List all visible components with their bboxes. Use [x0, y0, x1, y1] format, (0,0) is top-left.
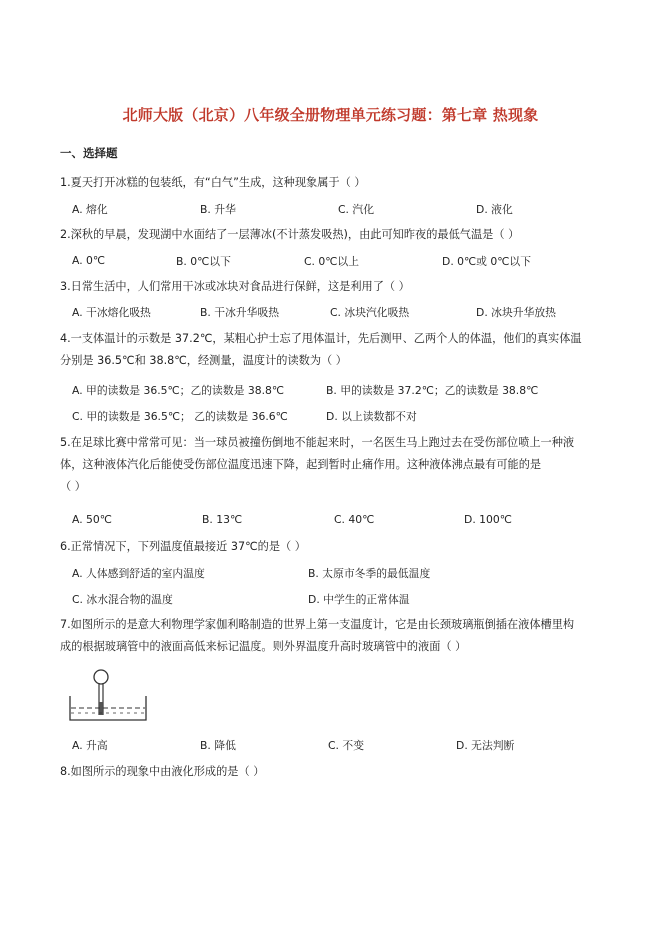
option-c: C. 冰水混合物的温度 [72, 593, 173, 606]
question-text: 5.在足球比赛中常常可见：当一球员被撞伤倒地不能起来时，一名医生马上跑过去在受伤部位喷上一种液 [60, 436, 575, 449]
option-a: A. 熔化 [72, 203, 108, 216]
question-1 [60, 172, 608, 194]
option-b: B. 13℃ [202, 513, 243, 526]
question-text: 分别是 36.5℃和 38.8℃，经测量，温度计的读数为（ ） [60, 354, 347, 367]
option-b: B. 0℃以下 [176, 255, 231, 268]
option-d: D. 0℃或 0℃以下 [442, 255, 531, 268]
question-4 [60, 328, 608, 372]
options-row [72, 383, 612, 401]
question-7 [60, 614, 608, 658]
options-row [72, 254, 612, 272]
question-text: 成的根据玻璃管中的液面高低来标记温度。则外界温度升高时玻璃管中的液面（ ） [60, 640, 467, 653]
question-text: 4.一支体温计的示数是 37.2℃，某粗心护士忘了甩体温计，先后测甲、乙两个人的体温，他们的真实体温 [60, 332, 582, 345]
option-c: C. 0℃以上 [304, 255, 359, 268]
question-3 [60, 276, 608, 298]
question-8 [60, 761, 608, 783]
option-a: A. 0℃ [72, 254, 106, 267]
galileo-thermometer-figure [68, 668, 150, 724]
question-text: 8.如图所示的现象中由液化形成的是（ ） [60, 765, 265, 778]
option-b: B. 降低 [200, 739, 236, 752]
option-a: A. 升高 [72, 739, 108, 752]
option-b: B. 太原市冬季的最低温度 [308, 567, 431, 580]
option-a: A. 50℃ [72, 513, 112, 526]
option-a: A. 甲的读数是 36.5℃；乙的读数是 38.8℃ [72, 384, 285, 397]
question-text: 1.夏天打开冰糕的包装纸，有“白气”生成，这种现象属于（ ） [60, 176, 366, 189]
options-row [72, 513, 612, 531]
option-b: B. 甲的读数是 37.2℃；乙的读数是 38.8℃ [326, 384, 539, 397]
option-d: D. 液化 [476, 203, 513, 216]
question-6 [60, 536, 608, 558]
page-title: 北师大版（北京）八年级全册物理单元练习题：第七章 热现象 [122, 106, 539, 124]
question-text: （ ） [60, 480, 86, 493]
options-row [72, 409, 612, 427]
option-d: D. 冰块升华放热 [476, 306, 556, 319]
option-b: B. 升华 [200, 203, 236, 216]
option-a: A. 干冰熔化吸热 [72, 306, 151, 319]
question-text: 7.如图所示的是意大利物理学家伽利略制造的世界上第一支温度计，它是由长颈玻璃瓶倒插在液体槽里构 [60, 618, 575, 631]
question-5 [60, 432, 608, 498]
question-text: 2.深秋的早晨，发现湖中水面结了一层薄冰(不计蒸发吸热)，由此可知昨夜的最低气温是（ ） [60, 228, 520, 241]
option-c: C. 甲的读数是 36.5℃； 乙的读数是 36.6℃ [72, 410, 288, 423]
option-c: C. 不变 [328, 739, 364, 752]
thermometer-diagram [68, 668, 150, 724]
section-heading: 一、选择题 [60, 146, 118, 160]
options-row [72, 305, 612, 323]
option-c: C. 冰块汽化吸热 [330, 306, 410, 319]
option-a: A. 人体感到舒适的室内温度 [72, 567, 205, 580]
option-d: D. 以上读数都不对 [326, 410, 417, 423]
options-row [72, 738, 612, 756]
option-c: C. 40℃ [334, 513, 375, 526]
option-d: D. 100℃ [464, 513, 512, 526]
option-d: D. 无法判断 [456, 739, 515, 752]
question-text: 6.正常情况下，下列温度值最接近 37℃的是（ ） [60, 540, 306, 553]
options-row [72, 202, 612, 220]
option-b: B. 干冰升华吸热 [200, 306, 280, 319]
question-2 [60, 224, 608, 246]
option-c: C. 汽化 [338, 203, 374, 216]
question-text: 体，这种液体汽化后能使受伤部位温度迅速下降，起到暂时止痛作用。这种液体沸点最有可能的是 [60, 458, 542, 471]
option-d: D. 中学生的正常体温 [308, 593, 410, 606]
question-text: 3.日常生活中，人们常用干冰或冰块对食品进行保鲜，这是利用了（ ） [60, 280, 410, 293]
options-row [72, 566, 612, 584]
options-row [72, 592, 612, 610]
